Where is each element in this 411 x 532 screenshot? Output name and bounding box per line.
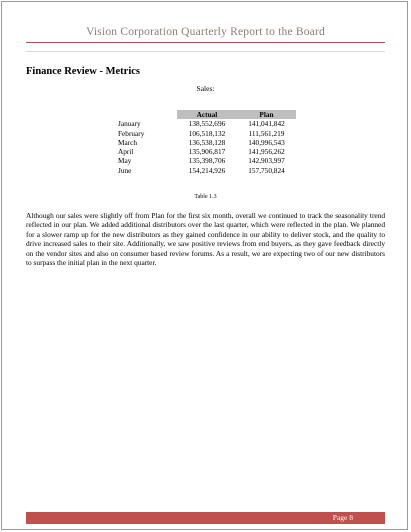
sales-label: Sales: (196, 84, 215, 93)
body-paragraph: Although our sales were slightly off from Plan for the first six month, overall we continued to track the seasonality trend reflected in our plan. We added additional distributors over the last quarter, which were reflected in the plan. We planned for a slower ramp up for the new distributors as they gained confidence in our ability to deliver stock, and the quality to drive increased sales to their site. Additionally, we saw positive reviews from end buyers, as they gave feedback directly on the vendor sites and also on consumer based review forums. As a result, we are expecting two of our new distributors to surpass the initial plan in the next quarter. (26, 211, 385, 268)
table-header-row (118, 110, 296, 119)
cell-month: April (118, 147, 134, 157)
section-title: Finance Review - Metrics (26, 66, 140, 77)
cell-plan: 140,996,543 (248, 137, 285, 147)
cell-actual: 135,398,706 (188, 156, 226, 166)
cell-month: February (118, 128, 145, 138)
table-row (118, 138, 296, 147)
document-header-title: Vision Corporation Quarterly Report to the Board (86, 26, 325, 38)
column-header-actual: Actual (177, 110, 237, 119)
cell-actual: 135,906,817 (188, 147, 226, 157)
footer-bar (26, 512, 385, 524)
cell-actual: 106,518,132 (188, 128, 226, 138)
table-row (118, 129, 296, 138)
cell-plan: 141,041,842 (248, 119, 285, 129)
table-caption: Table 1.3 (194, 194, 217, 200)
cell-plan: 157,750,824 (248, 165, 285, 175)
page-number: Page 8 (332, 513, 353, 522)
cell-plan: 141,956,262 (248, 147, 285, 157)
header-rule-light (26, 51, 385, 52)
cell-actual: 154,214,926 (188, 165, 226, 175)
table-row (118, 147, 296, 156)
cell-actual: 138,552,696 (188, 119, 226, 129)
cell-month: May (118, 156, 132, 166)
cell-actual: 136,538,128 (188, 137, 226, 147)
cell-month: January (118, 119, 141, 129)
table-row (118, 119, 296, 128)
cell-plan: 142,903,997 (248, 156, 285, 166)
cell-plan: 111,561,219 (248, 128, 285, 138)
sales-table (118, 110, 296, 175)
cell-month: June (118, 165, 132, 175)
table-row (118, 156, 296, 165)
column-header-plan: Plan (237, 110, 296, 119)
header-rule (26, 42, 385, 43)
cell-month: March (118, 137, 138, 147)
column-header-month (118, 110, 177, 119)
table-row (118, 166, 296, 175)
